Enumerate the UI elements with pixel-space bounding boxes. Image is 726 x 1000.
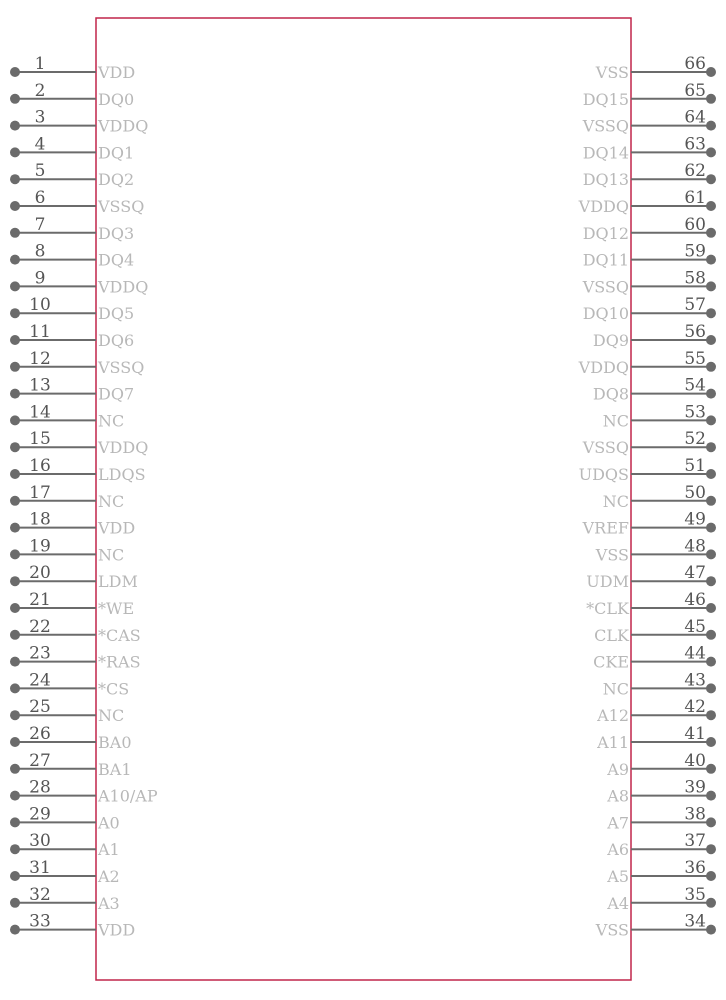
pin-endpoint bbox=[706, 281, 716, 291]
pin-label: CLK bbox=[594, 625, 629, 645]
pin-28 bbox=[10, 778, 158, 806]
pin-33 bbox=[10, 912, 135, 940]
pin-endpoint bbox=[10, 683, 20, 693]
pin-label: VSSQ bbox=[98, 197, 145, 216]
pin-endpoint bbox=[706, 523, 716, 533]
pin-label: A5 bbox=[607, 867, 629, 886]
pin-number: 14 bbox=[29, 402, 51, 423]
pin-endpoint bbox=[706, 791, 716, 801]
pin-27 bbox=[10, 751, 132, 779]
pin-number: 53 bbox=[684, 402, 706, 423]
pin-number: 11 bbox=[29, 322, 51, 342]
pin-label: *WE bbox=[98, 599, 135, 618]
pin-number: 3 bbox=[34, 107, 46, 128]
pin-label: *CAS bbox=[98, 625, 141, 645]
pin-number: 29 bbox=[29, 804, 51, 825]
pin-label: NC bbox=[98, 491, 125, 511]
pin-label: LDM bbox=[98, 572, 138, 592]
pin-label: VDDQ bbox=[578, 197, 629, 216]
pin-number: 8 bbox=[34, 241, 46, 262]
pin-label: A7 bbox=[607, 813, 629, 833]
pin-number: 22 bbox=[29, 616, 51, 637]
pin-label: VSS bbox=[595, 920, 629, 940]
pin-endpoint bbox=[706, 630, 716, 640]
pin-7 bbox=[10, 215, 134, 243]
pin-endpoint bbox=[706, 442, 716, 452]
pin-endpoint bbox=[706, 657, 716, 667]
pin-number: 46 bbox=[684, 590, 706, 610]
pin-endpoint bbox=[10, 228, 20, 238]
pin-9 bbox=[10, 268, 148, 296]
pin-endpoint bbox=[706, 147, 716, 157]
pin-endpoint bbox=[706, 389, 716, 399]
pin-50 bbox=[603, 483, 716, 511]
pin-number: 58 bbox=[684, 268, 706, 289]
pin-number: 41 bbox=[684, 724, 706, 744]
pin-53 bbox=[603, 402, 716, 430]
pin-number: 16 bbox=[29, 456, 51, 476]
pin-number: 18 bbox=[29, 509, 51, 530]
pin-endpoint bbox=[10, 335, 20, 345]
pin-label: A4 bbox=[607, 893, 629, 913]
pin-12 bbox=[10, 349, 144, 377]
pin-34 bbox=[595, 912, 716, 940]
pin-label: DQ10 bbox=[582, 304, 629, 324]
pin-number: 35 bbox=[684, 884, 706, 905]
pin-13 bbox=[10, 376, 134, 404]
pin-5 bbox=[10, 161, 134, 189]
pin-66 bbox=[595, 54, 716, 82]
pin-number: 1 bbox=[34, 54, 46, 74]
pin-endpoint bbox=[706, 335, 716, 345]
pin-endpoint bbox=[10, 844, 20, 854]
pin-number: 31 bbox=[29, 858, 51, 878]
pin-65 bbox=[583, 81, 716, 109]
pin-55 bbox=[578, 349, 716, 377]
pin-label: DQ4 bbox=[98, 250, 135, 270]
pin-31 bbox=[10, 858, 120, 886]
pin-number: 34 bbox=[684, 911, 706, 932]
pin-10 bbox=[10, 295, 134, 323]
pin-endpoint bbox=[10, 603, 20, 613]
pin-label: DQ6 bbox=[98, 331, 135, 350]
pin-endpoint bbox=[706, 308, 716, 318]
pin-endpoint bbox=[10, 817, 20, 827]
pin-label: VREF bbox=[582, 518, 629, 538]
pin-endpoint bbox=[706, 710, 716, 720]
pin-endpoint bbox=[706, 121, 716, 131]
ic-body-outline bbox=[96, 18, 631, 980]
pin-41 bbox=[596, 724, 716, 752]
pin-38 bbox=[606, 804, 716, 832]
pin-54 bbox=[593, 376, 716, 404]
pin-endpoint bbox=[706, 415, 716, 425]
pin-6 bbox=[10, 188, 144, 216]
pin-32 bbox=[10, 885, 120, 913]
pin-63 bbox=[583, 134, 716, 162]
pin-number: 12 bbox=[29, 348, 51, 369]
pin-endpoint bbox=[10, 362, 20, 372]
pin-number: 59 bbox=[684, 241, 706, 262]
pin-number: 27 bbox=[29, 750, 51, 771]
pin-endpoint bbox=[10, 147, 20, 157]
pin-number: 39 bbox=[684, 777, 706, 798]
pin-label: DQ7 bbox=[98, 384, 135, 404]
pin-endpoint bbox=[10, 496, 20, 506]
pin-label: VDDQ bbox=[98, 116, 149, 136]
pin-label: DQ9 bbox=[592, 331, 629, 350]
pin-endpoint bbox=[10, 871, 20, 881]
pin-20 bbox=[10, 563, 138, 591]
pin-number: 61 bbox=[684, 188, 706, 208]
pin-number: 23 bbox=[29, 643, 51, 664]
pin-label: NC bbox=[602, 679, 629, 699]
pin-number: 56 bbox=[684, 322, 706, 342]
pin-number: 36 bbox=[684, 858, 706, 878]
pin-endpoint bbox=[10, 174, 20, 184]
pin-2 bbox=[10, 81, 134, 109]
pin-35 bbox=[606, 885, 716, 913]
pin-45 bbox=[594, 617, 716, 645]
pin-number: 5 bbox=[34, 161, 46, 182]
pin-36 bbox=[606, 858, 716, 886]
pin-26 bbox=[10, 724, 132, 752]
pin-number: 2 bbox=[34, 80, 46, 101]
pin-number: 47 bbox=[684, 563, 706, 584]
pin-25 bbox=[10, 697, 124, 725]
pin-number: 49 bbox=[684, 509, 706, 530]
pin-number: 51 bbox=[684, 456, 706, 476]
pin-46 bbox=[586, 590, 716, 618]
pin-label: DQ14 bbox=[582, 143, 629, 163]
pin-56 bbox=[593, 322, 716, 350]
pin-label: NC bbox=[602, 411, 629, 431]
pin-label: A3 bbox=[98, 893, 120, 913]
pin-52 bbox=[582, 429, 716, 457]
pin-endpoint bbox=[10, 255, 20, 265]
pin-endpoint bbox=[10, 469, 20, 479]
pin-1 bbox=[10, 54, 135, 82]
pin-39 bbox=[606, 778, 716, 806]
pin-number: 45 bbox=[684, 616, 706, 637]
pin-label: VSSQ bbox=[582, 116, 629, 136]
pin-endpoint bbox=[10, 630, 20, 640]
pin-label: A2 bbox=[98, 867, 120, 886]
pin-number: 54 bbox=[684, 375, 706, 396]
pin-number: 66 bbox=[684, 54, 706, 74]
pin-endpoint bbox=[10, 576, 20, 586]
pin-30 bbox=[10, 831, 120, 859]
pin-number: 37 bbox=[684, 831, 706, 852]
pin-label: DQ12 bbox=[582, 223, 629, 243]
pin-label: VSS bbox=[595, 63, 629, 82]
pin-endpoint bbox=[10, 94, 20, 104]
pin-endpoint bbox=[706, 255, 716, 265]
pin-endpoint bbox=[706, 576, 716, 586]
pin-number: 33 bbox=[29, 911, 51, 932]
pin-51 bbox=[579, 456, 716, 484]
pin-endpoint bbox=[706, 871, 716, 881]
pin-label: *RAS bbox=[98, 652, 141, 672]
pin-14 bbox=[10, 402, 124, 430]
pin-endpoint bbox=[706, 764, 716, 774]
pin-endpoint bbox=[10, 657, 20, 667]
pin-number: 63 bbox=[684, 134, 706, 155]
pin-label: A1 bbox=[98, 840, 120, 860]
pin-number: 4 bbox=[34, 134, 46, 155]
pin-label: VDDQ bbox=[98, 438, 149, 458]
pin-number: 24 bbox=[29, 670, 51, 691]
pin-number: 38 bbox=[684, 804, 706, 825]
pin-number: 55 bbox=[684, 348, 706, 369]
pin-endpoint bbox=[10, 67, 20, 77]
pin-number: 52 bbox=[684, 429, 706, 450]
pin-endpoint bbox=[10, 549, 20, 559]
pin-3 bbox=[10, 108, 148, 136]
pin-label: A12 bbox=[597, 706, 629, 726]
pin-37 bbox=[606, 831, 716, 859]
pin-18 bbox=[10, 510, 135, 538]
pin-label: LDQS bbox=[98, 465, 146, 484]
pin-number: 48 bbox=[684, 536, 706, 557]
pin-label: VDDQ bbox=[98, 277, 149, 297]
pin-58 bbox=[582, 268, 716, 296]
pin-number: 44 bbox=[684, 643, 706, 664]
pin-24 bbox=[10, 670, 129, 698]
pin-label: DQ15 bbox=[582, 89, 629, 109]
pin-22 bbox=[10, 617, 141, 645]
pin-16 bbox=[10, 456, 146, 484]
pin-number: 17 bbox=[29, 482, 51, 503]
pin-label: CKE bbox=[593, 652, 629, 672]
pin-endpoint bbox=[10, 121, 20, 131]
pin-label: DQ11 bbox=[582, 250, 629, 270]
pin-label: DQ3 bbox=[98, 223, 135, 243]
right-pin-column bbox=[578, 54, 716, 940]
pin-endpoint bbox=[10, 791, 20, 801]
pin-number: 6 bbox=[34, 188, 46, 208]
pin-17 bbox=[10, 483, 124, 511]
pin-label: *CS bbox=[98, 679, 130, 699]
pin-21 bbox=[10, 590, 134, 618]
pin-endpoint bbox=[10, 737, 20, 747]
pin-endpoint bbox=[10, 415, 20, 425]
pin-endpoint bbox=[706, 683, 716, 693]
pin-number: 43 bbox=[684, 670, 706, 691]
pin-number: 64 bbox=[684, 107, 706, 128]
pin-endpoint bbox=[706, 67, 716, 77]
pin-43 bbox=[603, 670, 716, 698]
pin-49 bbox=[582, 510, 716, 538]
pin-endpoint bbox=[706, 362, 716, 372]
pin-number: 19 bbox=[29, 536, 51, 557]
pin-62 bbox=[583, 161, 716, 189]
pin-endpoint bbox=[10, 523, 20, 533]
pin-label: DQ13 bbox=[582, 170, 629, 190]
pin-label: VSSQ bbox=[98, 357, 145, 377]
pin-endpoint bbox=[10, 764, 20, 774]
pin-label: NC bbox=[98, 411, 125, 431]
pin-number: 21 bbox=[29, 590, 51, 610]
pin-endpoint bbox=[706, 925, 716, 935]
pin-number: 60 bbox=[684, 214, 706, 235]
pin-number: 7 bbox=[34, 214, 46, 235]
pin-label: VDD bbox=[98, 920, 136, 940]
pin-endpoint bbox=[10, 442, 20, 452]
left-pin-column bbox=[10, 54, 158, 940]
pin-endpoint bbox=[706, 174, 716, 184]
pin-number: 13 bbox=[29, 375, 51, 396]
pin-47 bbox=[586, 563, 716, 591]
pin-label: VDD bbox=[98, 518, 136, 538]
pin-number: 25 bbox=[29, 697, 51, 718]
pin-label: VSSQ bbox=[582, 438, 629, 458]
pin-endpoint bbox=[706, 94, 716, 104]
pin-8 bbox=[10, 242, 134, 270]
pin-endpoint bbox=[706, 817, 716, 827]
pin-label: A0 bbox=[98, 813, 120, 833]
pin-29 bbox=[10, 804, 120, 832]
pin-label: DQ0 bbox=[98, 89, 135, 109]
pin-number: 30 bbox=[29, 831, 51, 852]
pin-19 bbox=[10, 536, 124, 564]
pin-number: 26 bbox=[29, 724, 51, 744]
pin-number: 57 bbox=[684, 295, 706, 316]
pin-label: A11 bbox=[597, 733, 629, 752]
pin-label: VDD bbox=[98, 63, 136, 82]
pin-label: DQ5 bbox=[98, 304, 135, 324]
pin-label: A6 bbox=[607, 840, 629, 860]
pin-label: UDM bbox=[586, 572, 629, 592]
pin-number: 15 bbox=[29, 429, 51, 450]
pin-endpoint bbox=[706, 469, 716, 479]
pin-label: NC bbox=[98, 545, 125, 565]
pin-endpoint bbox=[706, 228, 716, 238]
pin-label: VDDQ bbox=[578, 357, 629, 377]
pin-61 bbox=[578, 188, 716, 216]
pin-label: A10/AP bbox=[98, 786, 158, 806]
pin-number: 28 bbox=[29, 777, 51, 798]
pin-number: 9 bbox=[34, 268, 46, 289]
pin-label: DQ1 bbox=[98, 143, 135, 163]
pin-endpoint bbox=[10, 898, 20, 908]
pin-40 bbox=[606, 751, 716, 779]
pin-endpoint bbox=[706, 603, 716, 613]
pin-number: 40 bbox=[684, 750, 706, 771]
pin-label: NC bbox=[602, 491, 629, 511]
pin-endpoint bbox=[706, 844, 716, 854]
pin-59 bbox=[583, 242, 716, 270]
pin-number: 42 bbox=[684, 697, 706, 718]
pin-label: NC bbox=[98, 706, 125, 726]
pin-42 bbox=[596, 697, 716, 725]
pin-23 bbox=[10, 644, 141, 672]
pin-57 bbox=[583, 295, 716, 323]
pin-60 bbox=[583, 215, 716, 243]
pin-endpoint bbox=[706, 737, 716, 747]
pin-endpoint bbox=[10, 710, 20, 720]
pin-endpoint bbox=[10, 201, 20, 211]
pin-endpoint bbox=[706, 201, 716, 211]
pin-64 bbox=[582, 108, 716, 136]
pin-number: 20 bbox=[29, 563, 51, 584]
pin-4 bbox=[10, 134, 134, 162]
pin-label: DQ2 bbox=[98, 170, 135, 190]
pin-label: UDQS bbox=[578, 465, 629, 484]
pin-number: 62 bbox=[684, 161, 706, 182]
pin-label: *CLK bbox=[586, 599, 629, 618]
pin-label: VSSQ bbox=[582, 277, 629, 297]
pin-label: A8 bbox=[607, 786, 629, 806]
pin-label: A9 bbox=[607, 759, 629, 779]
pin-number: 50 bbox=[684, 482, 706, 503]
pin-endpoint bbox=[10, 308, 20, 318]
pin-endpoint bbox=[10, 389, 20, 399]
pin-endpoint bbox=[706, 898, 716, 908]
pin-endpoint bbox=[10, 281, 20, 291]
pin-endpoint bbox=[706, 549, 716, 559]
pin-endpoint bbox=[706, 496, 716, 506]
pin-15 bbox=[10, 429, 148, 457]
pin-11 bbox=[10, 322, 134, 350]
pin-number: 32 bbox=[29, 884, 51, 905]
pin-48 bbox=[595, 536, 716, 564]
pin-label: BA1 bbox=[98, 759, 132, 779]
pin-label: DQ8 bbox=[592, 384, 629, 404]
pin-44 bbox=[593, 644, 716, 672]
pin-label: VSS bbox=[595, 545, 629, 565]
pin-number: 10 bbox=[29, 295, 51, 316]
pin-endpoint bbox=[10, 925, 20, 935]
pin-number: 65 bbox=[684, 80, 706, 101]
pin-label: BA0 bbox=[98, 733, 132, 752]
